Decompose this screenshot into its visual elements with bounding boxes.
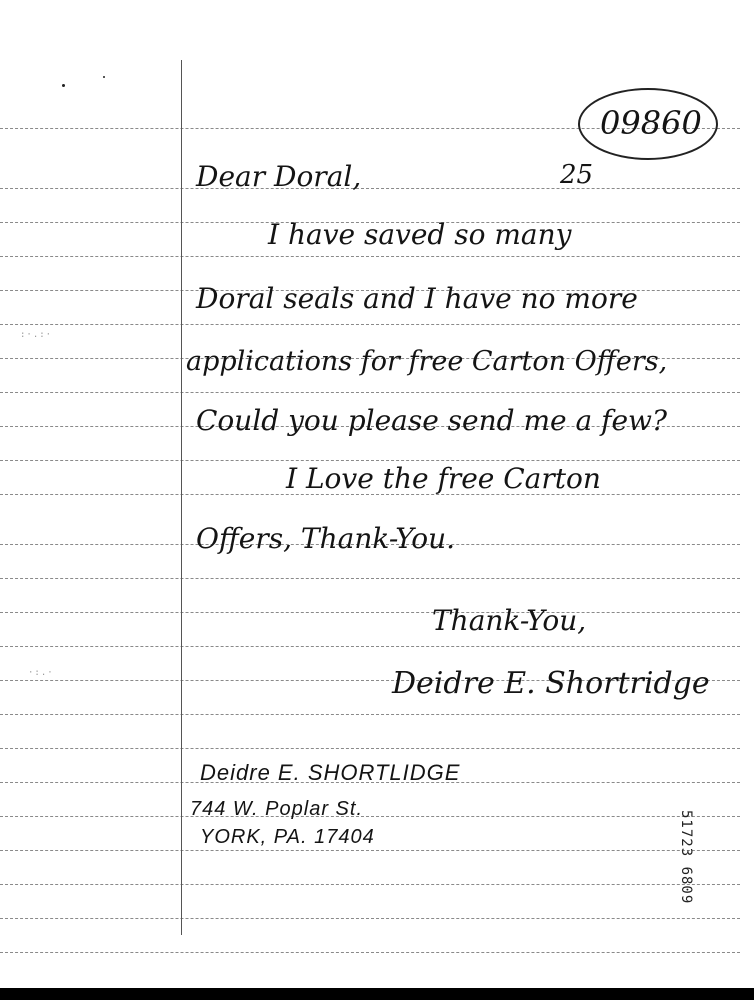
ruled-line [0,256,740,257]
scan-speck [62,84,65,87]
closing: Thank-You, [432,604,587,637]
body-line: I have saved so many [268,218,572,251]
control-number-circle [578,88,718,160]
scan-edge [0,988,754,1000]
ruled-line [0,578,740,579]
ruled-line [0,188,740,189]
page-mark: 25 [560,160,594,190]
body-line: I Love the free Carton [286,462,601,495]
body-line: Offers, Thank-You. [196,522,456,555]
signature: Deidre E. Shortridge [392,666,710,701]
control-number: 09860 [600,104,702,142]
body-line: applications for free Carton Offers, [186,346,668,377]
bates-number: 51723 6809 [678,810,694,905]
salutation: Dear Doral, [196,160,362,193]
ruled-line [0,850,740,851]
address-city-state-zip: YORK, PA. 17404 [200,826,375,848]
margin-line [181,60,182,935]
address-name: Deidre E. SHORTLIDGE [200,760,461,785]
body-line: Doral seals and I have no more [196,282,638,315]
ruled-line [0,884,740,885]
scan-speck [103,76,105,78]
ruled-line [0,392,740,393]
ruled-line [0,816,740,817]
scan-noise: ·:.· [28,668,54,678]
ruled-line [0,612,740,613]
ruled-line [0,646,740,647]
body-line: Could you please send me a few? [196,404,668,437]
ruled-line [0,748,740,749]
ruled-line [0,324,740,325]
ruled-line [0,714,740,715]
ruled-line [0,460,740,461]
ruled-line [0,918,740,919]
ruled-line [0,952,740,953]
address-street: 744 W. Poplar St. [190,798,363,820]
scan-noise: :·.:· [20,330,53,340]
